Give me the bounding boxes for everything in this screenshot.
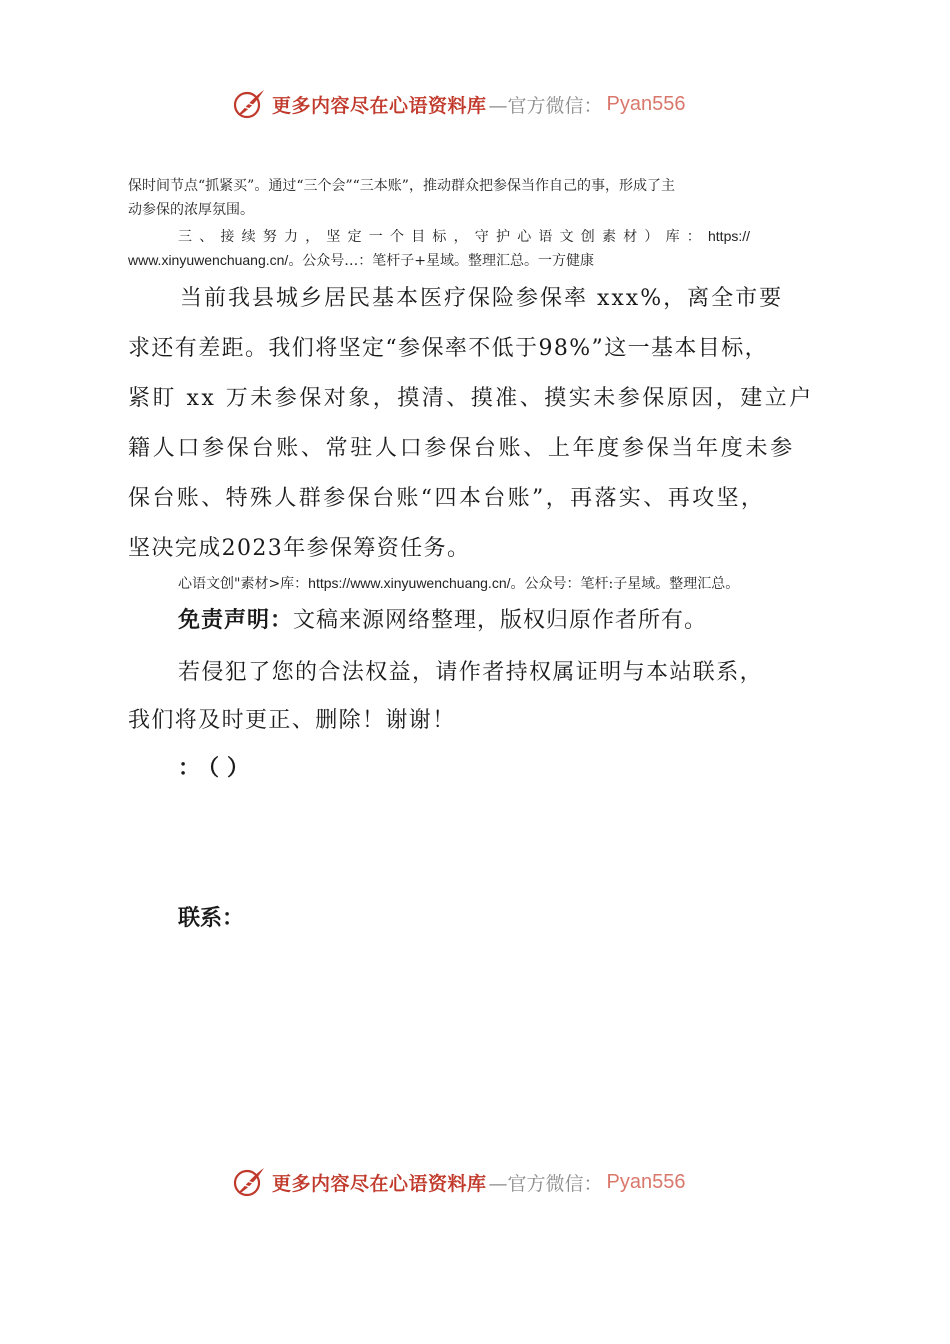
disclaimer-label: 免责声明： — [178, 608, 294, 633]
section-heading-text: 三、接续努力，坚定一个目标，守护心语文创素材）库： — [178, 229, 708, 245]
url-link[interactable]: www.xinyuwenchuang.cn/ — [128, 252, 289, 268]
watermark-text: 心语文创"素材>库： — [178, 576, 309, 592]
watermark-line — [178, 571, 739, 596]
watermark-text: 。公众号：笔杆:子星域。整理汇总。 — [510, 576, 740, 592]
empty-field-line: ：（） — [178, 756, 258, 781]
url-link[interactable]: https:// — [708, 228, 751, 244]
banner-wechat-id: Pyan556 — [606, 1170, 686, 1193]
body-text-line: 保台账、特殊人群参保台账“四本台账”，再落实、再攻坚， — [128, 486, 766, 511]
contact-label: 联系： — [178, 906, 245, 931]
disclaimer-text: 文稿来源网络整理，版权归原作者所有。 — [293, 608, 708, 633]
banner-subtitle: —官方微信： — [488, 94, 603, 117]
banner-title: 更多内容尽在心语资料库 — [272, 94, 487, 117]
body-text-line: 当前我县城乡居民基本医疗保险参保率 xxx%，离全市要 — [180, 286, 784, 311]
small-text-line: 保时间节点“抓紧买”。通过“三个会”“三本账”，推动群众把参保当作自己的事，形成了主 — [128, 178, 675, 194]
footer-banner — [232, 1164, 686, 1200]
banner-wechat-id: Pyan556 — [606, 92, 686, 115]
body-text-line: 坚决完成2023年参保筹资任务。 — [128, 536, 471, 561]
small-text-fragment: 。公众号…：笔杆子+星域。整理汇总。一方健康 — [288, 253, 595, 269]
disclaimer — [178, 596, 707, 646]
feather-pen-icon — [232, 87, 266, 121]
feather-pen-icon — [232, 1165, 266, 1199]
url-link[interactable]: https://www.xinyuwenchuang.cn/ — [308, 575, 511, 591]
section-heading-line — [178, 224, 750, 249]
small-text-line — [128, 248, 594, 273]
header-banner — [232, 86, 686, 122]
body-text-line: 求还有差距。我们将坚定“参保率不低于98%”这一基本目标， — [128, 336, 768, 361]
disclaimer-paragraph: 我们将及时更正、删除！谢谢！ — [128, 708, 456, 733]
banner-subtitle: —官方微信： — [488, 1172, 603, 1195]
small-text-line: 动参保的浓厚氛围。 — [128, 202, 254, 218]
body-text-line: 紧盯 xx 万未参保对象，摸清、摸准、摸实未参保原因，建立户 — [128, 386, 814, 411]
body-text-line: 籍人口参保台账、常驻人口参保台账、上年度参保当年度未参 — [128, 436, 795, 461]
disclaimer-paragraph: 若侵犯了您的合法权益，请作者持权属证明与本站联系， — [178, 660, 764, 685]
banner-title: 更多内容尽在心语资料库 — [272, 1172, 487, 1195]
